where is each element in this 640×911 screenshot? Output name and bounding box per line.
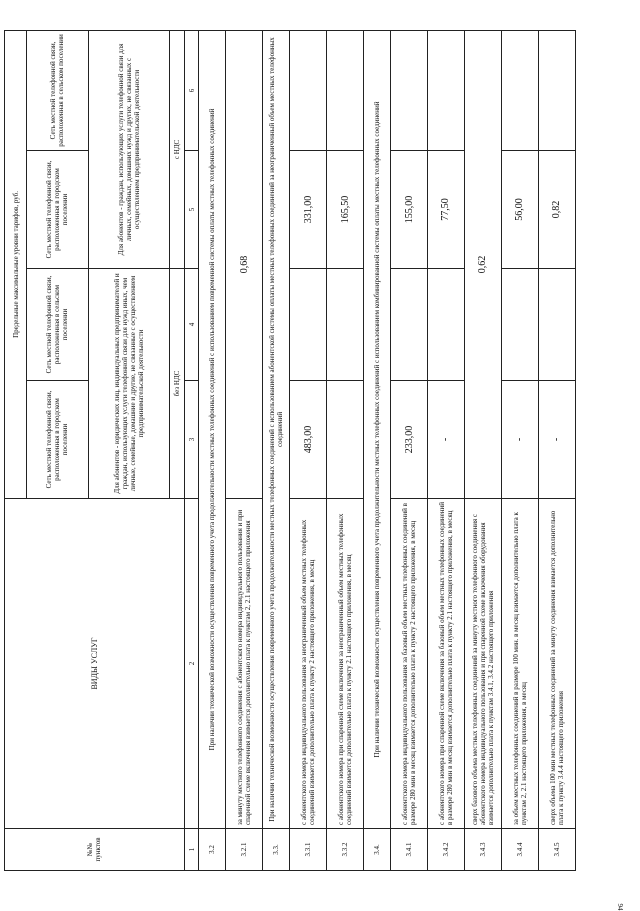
table-row bbox=[502, 30, 539, 870]
row-number: 3.4.3 bbox=[465, 829, 502, 871]
table-body bbox=[199, 30, 576, 870]
tariff-value bbox=[391, 269, 428, 381]
tariff-value: 233,00 bbox=[391, 381, 428, 499]
row-number: 3.2 bbox=[199, 829, 226, 871]
row-number: 3.4.2 bbox=[428, 829, 465, 871]
tariff-value: - bbox=[538, 381, 575, 499]
tariff-value bbox=[538, 30, 575, 150]
col-service-header: ВИДЫ УСЛУГ bbox=[5, 499, 185, 829]
service-text: сверх объема 100 мин местных телефонных соединений за минуту соединения взимается дополнительно плата к пункту 3.4.4 настоящего приложения bbox=[538, 499, 575, 829]
index-cell: 6 bbox=[184, 30, 199, 150]
service-text: сверх базового объема местных телефонных соединений за минуту местного телефонного соединения с абонентского номера индивидуального пользования и при спаренной схеме включения оборудования взимается дополнительно плата к пунктам 3.4.1, 3.4.2 настоящего приложения bbox=[465, 499, 502, 829]
service-text: за минуту местного телефонного соединения с абонентского номера индивидуального пользования и при спаренной схеме включения взимается дополнительно плата к пунктам 2, 2.1 настоящего приложения bbox=[226, 499, 263, 829]
table-row bbox=[465, 30, 502, 870]
tariff-value bbox=[428, 269, 465, 381]
tariff-value bbox=[502, 269, 539, 381]
row-number: 3.4.4 bbox=[502, 829, 539, 871]
without-vat-header: без НДС bbox=[169, 269, 184, 499]
table-row bbox=[327, 30, 364, 870]
row-number: 3.2.1 bbox=[226, 829, 263, 871]
section-text: При наличии технической возможности осуществления повременного учета продолжительности местных телефонных соединений с использованием абонентской системы оплаты местных телефонных соединений за неограниченный объем местных телефонных соединений bbox=[263, 30, 290, 828]
table-row bbox=[290, 30, 327, 870]
page-number: 94 bbox=[616, 903, 624, 911]
section-row bbox=[199, 30, 226, 870]
col-tariffs-header: Предельные максимальные уровни тарифов, руб. bbox=[5, 30, 27, 498]
tariff-value-merged: 0,62 bbox=[465, 30, 502, 498]
tariff-value bbox=[327, 269, 364, 381]
section-row bbox=[364, 30, 391, 870]
row-number: 3.3. bbox=[263, 829, 290, 871]
index-cell: 3 bbox=[184, 381, 199, 499]
tariff-value bbox=[391, 30, 428, 150]
tariff-value bbox=[290, 269, 327, 381]
service-text: с абонентского номера индивидуального пользования за неограниченный объем местных телефонных соединений взимается дополнительно плата к пункту 2 настоящего приложения, в месяц bbox=[290, 499, 327, 829]
row-number: 3.4.5 bbox=[538, 829, 575, 871]
index-cell: 4 bbox=[184, 269, 199, 381]
row-number: 3.4. bbox=[364, 829, 391, 871]
table-row bbox=[538, 30, 575, 870]
tariff-value bbox=[502, 30, 539, 150]
with-vat-header: с НДС bbox=[169, 30, 184, 268]
tariff-value: 155,00 bbox=[391, 151, 428, 269]
service-text: с абонентского номера при спаренной схеме включения за базовый объем местных телефонных соединений в размере 280 мин в месяц взимается дополнительно плата к пункту 2.1 настоящего приложения, в месяц bbox=[428, 499, 465, 829]
tariff-value: 77,50 bbox=[428, 151, 465, 269]
row-number: 3.3.1 bbox=[290, 829, 327, 871]
tariff-value: - bbox=[428, 381, 465, 499]
col-number-header: №№ пунктов bbox=[5, 829, 185, 871]
legal-group-header: Для абонентов - юридических лиц, индивидуальных предпринимателей и граждан, использующих услуги телефонной связи для нужд иных, чем личные, семейные, домашние и другие, не связанные с осуществлением предпринимательской деятельности bbox=[88, 269, 169, 499]
urban-net-header-1: Сеть местной телефонной связи, расположенная в городском поселении bbox=[27, 381, 89, 499]
section-row bbox=[263, 30, 290, 870]
table-row bbox=[391, 30, 428, 870]
tariff-value: 0,82 bbox=[538, 151, 575, 269]
tariff-value: 331,00 bbox=[290, 151, 327, 269]
tariff-value bbox=[538, 269, 575, 381]
urban-net-header-2: Сеть местной телефонной связи, расположенная в городском поселении bbox=[27, 151, 89, 269]
tariff-value bbox=[428, 30, 465, 150]
tariff-table bbox=[4, 30, 576, 871]
citizen-group-header: Для абонентов - граждан, использующих услуги телефонной связи для личных, семейных, домашних нужд и других, не связанных с осуществлением предпринимательской деятельности bbox=[88, 30, 169, 268]
tariff-value bbox=[290, 30, 327, 150]
rural-net-header-1: Сеть местной телефонной связи, расположенная в сельском поселении bbox=[27, 269, 89, 381]
index-cell: 2 bbox=[184, 499, 199, 829]
tariff-value: - bbox=[502, 381, 539, 499]
table-row bbox=[428, 30, 465, 870]
tariff-value: 165,50 bbox=[327, 151, 364, 269]
index-cell: 5 bbox=[184, 151, 199, 269]
tariff-table-sheet bbox=[4, 31, 576, 871]
service-text: с абонентского номера индивидуального пользования за базовый объем местных телефонных соединений в размере 280 мин в месяц взимается дополнительно плата к пункту 2 настоящего приложения, в месяц bbox=[391, 499, 428, 829]
rural-net-header-2: Сеть местной телефонной связи, расположенная в сельском поселении bbox=[27, 30, 89, 150]
tariff-value: 483,00 bbox=[290, 381, 327, 499]
index-cell: 1 bbox=[184, 829, 199, 871]
table-row bbox=[226, 30, 263, 870]
service-text: с абонентского номера при спаренной схеме включения за неограниченный объем местных телефонных соединений взимается дополнительно плата к пункту 2.1 настоящего приложения, в месяц bbox=[327, 499, 364, 829]
tariff-value-merged: 0,68 bbox=[226, 30, 263, 498]
row-number: 3.3.2 bbox=[327, 829, 364, 871]
section-text: При наличии технической возможности осуществления повременного учета продолжительности местных телефонных соединений с использованием комбинированной системы оплаты местных телефонных соединений bbox=[364, 30, 391, 828]
tariff-value bbox=[327, 381, 364, 499]
service-text: за объем местных телефонных соединений в размере 100 мин. в месяц взимается дополнительно плата к пунктам 2, 2.1 настоящего приложения, в месяц bbox=[502, 499, 539, 829]
row-number: 3.4.1 bbox=[391, 829, 428, 871]
tariff-value bbox=[327, 30, 364, 150]
tariff-value: 56,00 bbox=[502, 151, 539, 269]
section-text: При наличии технической возможности осуществления повременного учета продолжительности местных телефонных соединений с использованием повременной системы оплаты местных телефонных соединений bbox=[199, 30, 226, 828]
